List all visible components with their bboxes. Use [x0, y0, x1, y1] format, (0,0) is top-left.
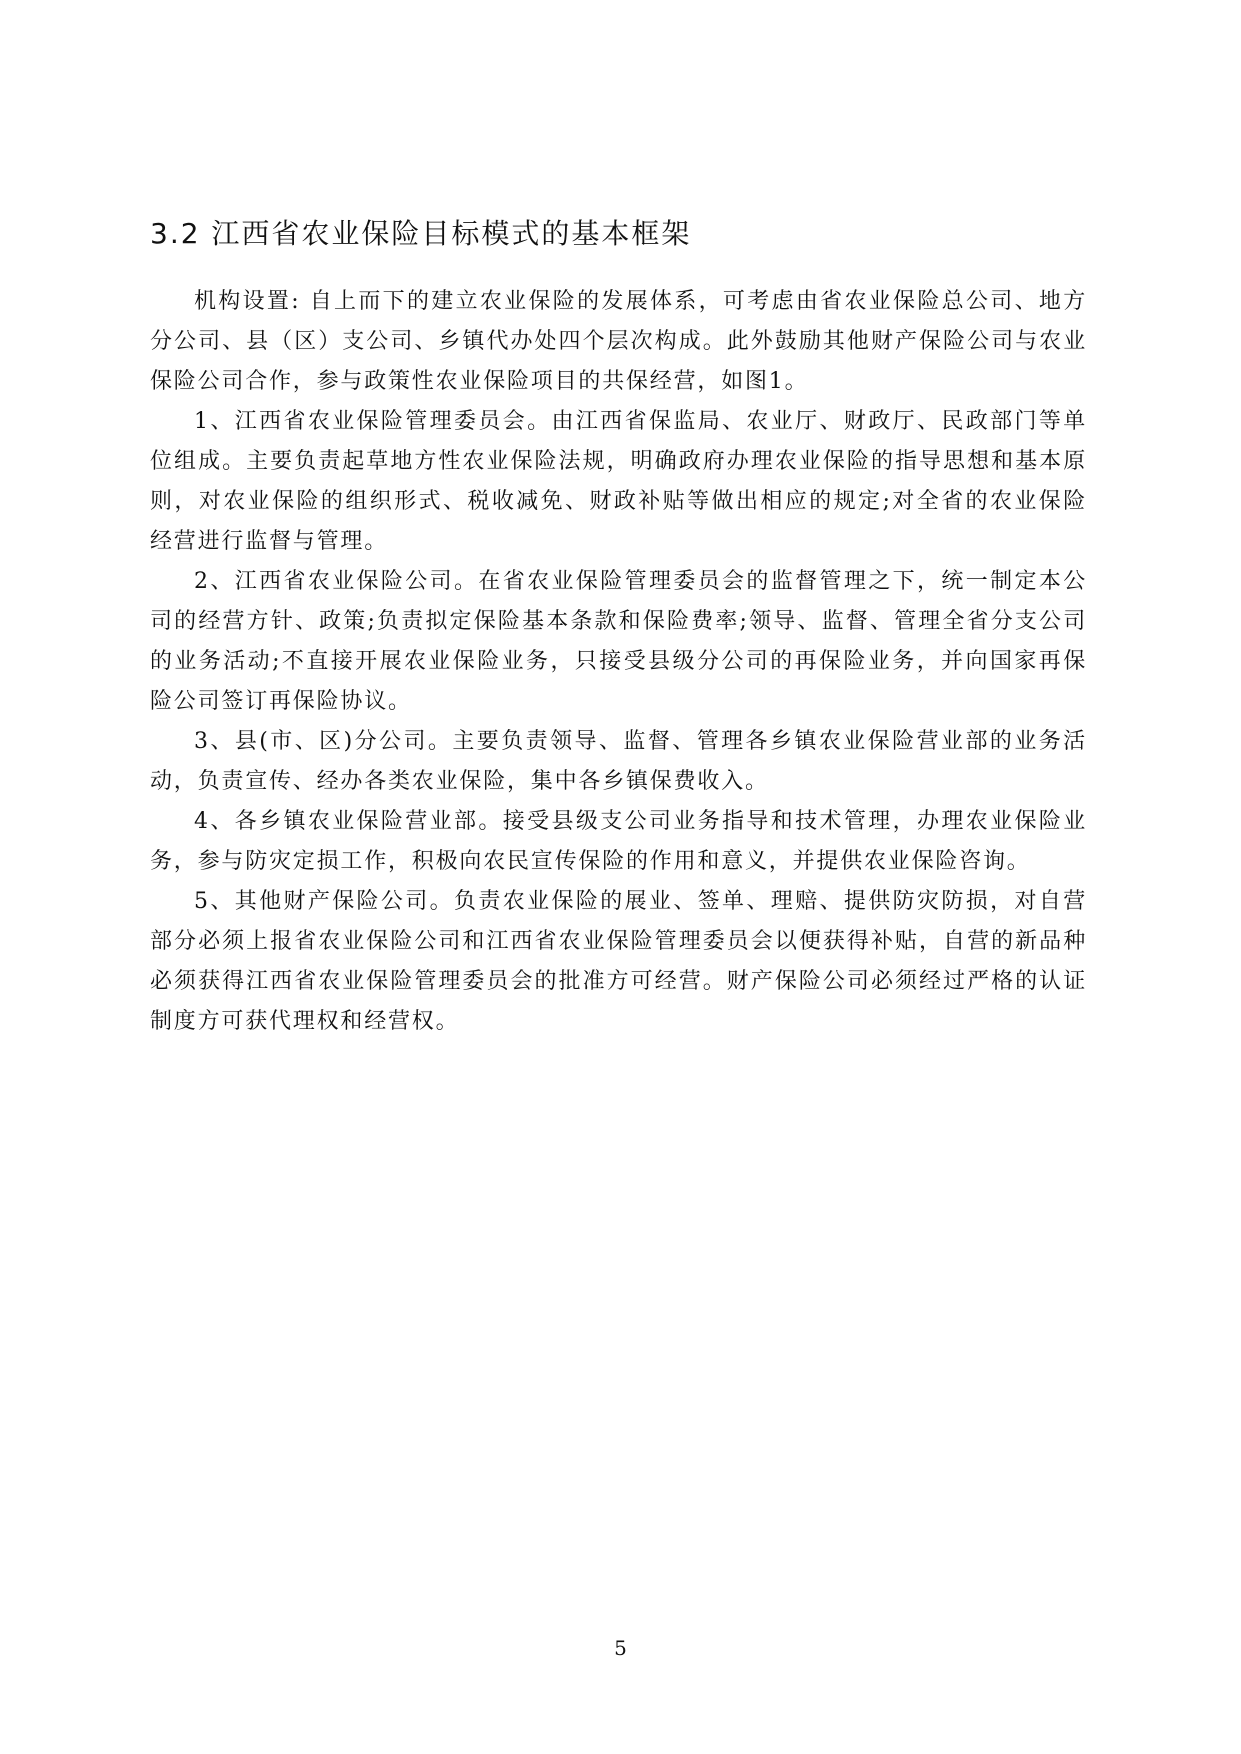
paragraph-organization-setup: 机构设置: 自上而下的建立农业保险的发展体系，可考虑由省农业保险总公司、地方分公司、县（区）支公司、乡镇代办处四个层次构成。此外鼓励其他财产保险公司与农业保险公司合作，参与政策性农业保险项目的共保经营，如图1。: [150, 289, 1087, 394]
page-number: 5: [614, 1636, 627, 1660]
body-text: [150, 282, 1087, 1042]
paragraph-township-office: 4、各乡镇农业保险营业部。接受县级支公司业务指导和技术管理，办理农业保险业务，参与防灾定损工作，积极向农民宣传保险的作用和意义，并提供农业保险咨询。: [150, 809, 1087, 874]
paragraph-other-insurers: 5、其他财产保险公司。负责农业保险的展业、签单、理赔、提供防灾防损，对自营部分必须上报省农业保险公司和江西省农业保险管理委员会以便获得补贴，自营的新品种必须获得江西省农业保险管理委员会的批准方可经营。财产保险公司必须经过严格的认证制度方可获代理权和经营权。: [150, 889, 1087, 1034]
paragraph-provincial-company: 2、江西省农业保险公司。在省农业保险管理委员会的监督管理之下，统一制定本公司的经营方针、政策;负责拟定保险基本条款和保险费率;领导、监督、管理全省分支公司的业务活动;不直接开展农业保险业务，只接受县级分公司的再保险业务，并向国家再保险公司签订再保险协议。: [150, 569, 1087, 714]
paragraph-county-branch: 3、县(市、区)分公司。主要负责领导、监督、管理各乡镇农业保险营业部的业务活动，负责宣传、经办各类农业保险，集中各乡镇保费收入。: [150, 729, 1087, 794]
paragraph-management-committee: 1、江西省农业保险管理委员会。由江西省保监局、农业厅、财政厅、民政部门等单位组成。主要负责起草地方性农业保险法规，明确政府办理农业保险的指导思想和基本原则，对农业保险的组织形式、税收减免、财政补贴等做出相应的规定;对全省的农业保险经营进行监督与管理。: [150, 409, 1087, 554]
section-heading: 3.2 江西省农业保险目标模式的基本框架: [150, 217, 692, 250]
